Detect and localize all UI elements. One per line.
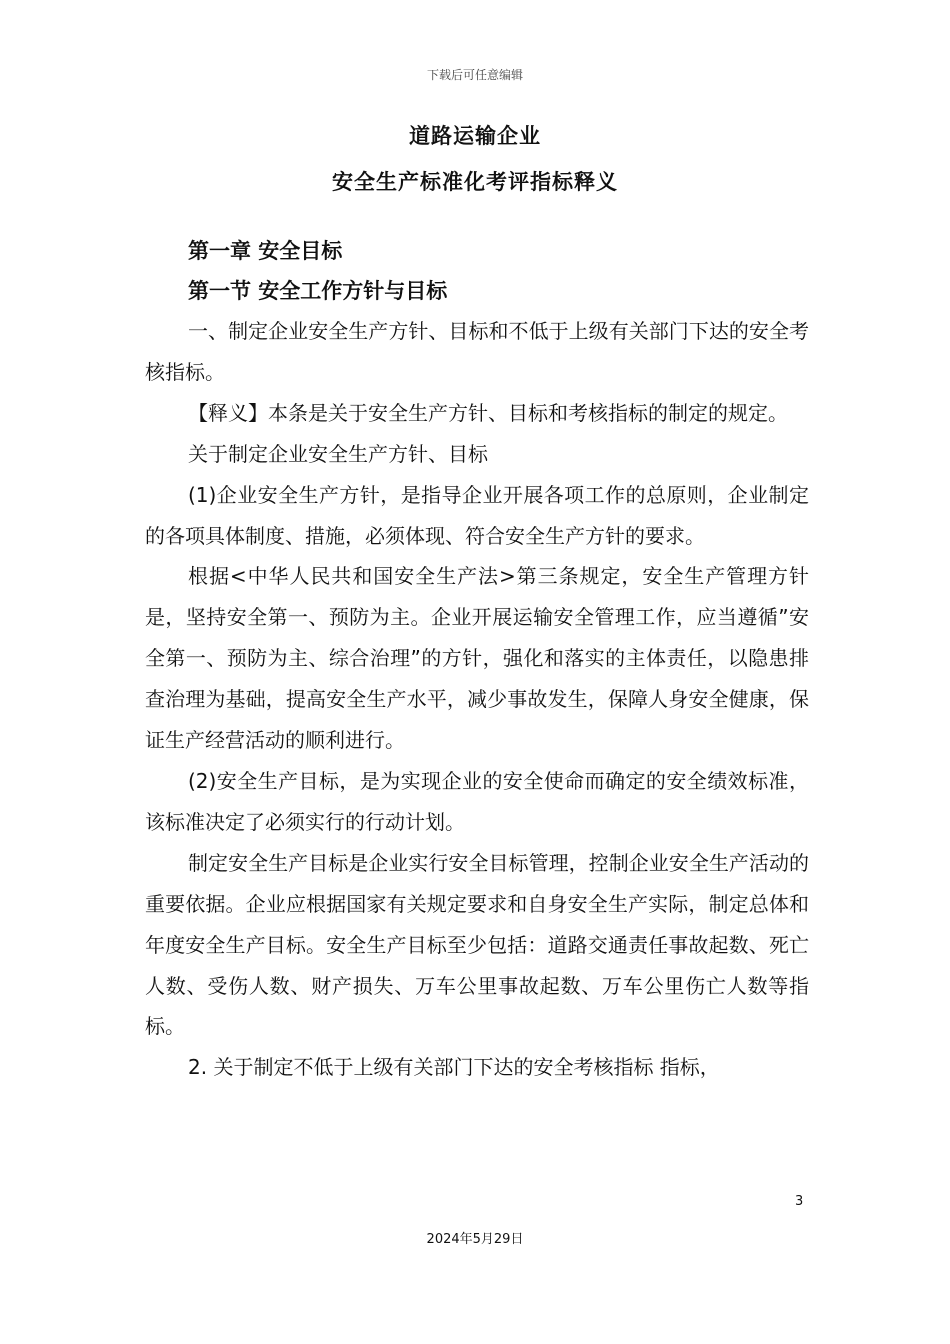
footer-date: 2024年5月29日	[426, 1232, 524, 1247]
paragraph: 关于制定企业安全生产方针、目标	[188, 441, 488, 466]
paragraph: 制定安全生产目标是企业实行安全目标管理，控制企业安全生产活动的重要依据。企业应根据国家有关规定要求和自身安全生产实际，制定总体和年度安全生产目标。安全生产目标至少包括：道路交通责任事故起数、死亡人数、受伤人数、财产损失、万车公里事故起数、万车公里伤亡人数等指标。	[145, 850, 809, 1039]
header-note: 下载后可任意编辑	[426, 68, 523, 82]
section-heading: 第一节 安全工作方针与目标	[188, 279, 448, 303]
document-title-line1: 道路运输企业	[409, 124, 541, 148]
chapter-heading: 第一章 安全目标	[188, 239, 343, 263]
paragraph: (1)企业安全生产方针，是指导企业开展各项工作的总原则，企业制定的各项具体制度、措施，必须体现、符合安全生产方针的要求。	[145, 482, 809, 548]
document-title-line2: 安全生产标准化考评指标释义	[332, 170, 618, 194]
paragraph: 【释义】本条是关于安全生产方针、目标和考核指标的制定的规定。	[188, 400, 788, 425]
paragraph: 2. 关于制定不低于上级有关部门下达的安全考核指标 指标，	[188, 1055, 720, 1080]
paragraph: 根据<中华人民共和国安全生产法>第三条规定，安全生产管理方针是，坚持安全第一、预防为主。企业开展运输安全管理工作，应当遵循”安全第一、预防为主、综合治理”的方针，强化和落实的主体责任，以隐患排查治理为基础，提高安全生产水平，减少事故发生，保障人身安全健康，保证生产经营活动的顺利进行。	[145, 564, 809, 753]
document-body	[145, 311, 809, 1088]
page-number: 3	[795, 1194, 804, 1209]
paragraph: 一、制定企业安全生产方针、目标和不低于上级有关部门下达的安全考核指标。	[145, 319, 809, 384]
paragraph: (2)安全生产目标，是为实现企业的安全使命而确定的安全绩效标准，该标准决定了必须实行的行动计划。	[145, 768, 809, 834]
